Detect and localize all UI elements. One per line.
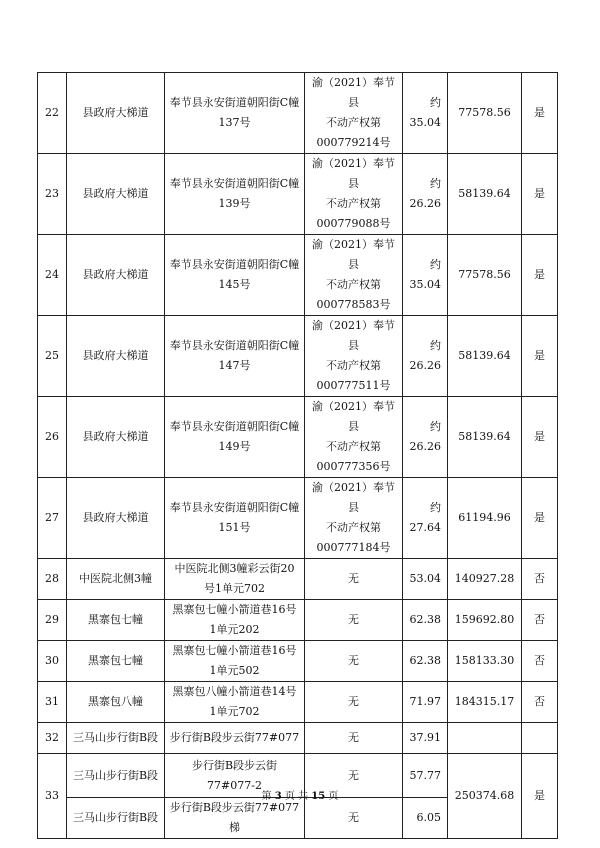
flag-cell: 否 — [522, 641, 558, 682]
property-table — [37, 72, 558, 839]
price-cell: 140927.28 — [448, 559, 522, 600]
area-cell: 62.38 — [403, 641, 448, 682]
price-cell: 58139.64 — [448, 316, 522, 397]
page-number: 3 — [274, 791, 282, 802]
row-number: 30 — [38, 641, 67, 682]
certificate-cell: 无 — [305, 682, 403, 723]
area-cell: 62.38 — [403, 600, 448, 641]
flag-cell: 否 — [522, 559, 558, 600]
price-cell: 77578.56 — [448, 73, 522, 154]
location-cell: 三马山步行街B段 — [67, 754, 165, 798]
certificate-cell: 渝（2021）奉节县 不动产权第 000779214号 — [305, 73, 403, 154]
price-cell — [448, 723, 522, 754]
row-number: 27 — [38, 478, 67, 559]
table-row — [38, 600, 558, 641]
address-cell: 奉节县永安街道朝阳街C幢 145号 — [165, 235, 305, 316]
table-row — [38, 559, 558, 600]
row-number: 32 — [38, 723, 67, 754]
row-number: 26 — [38, 397, 67, 478]
price-cell: 158133.30 — [448, 641, 522, 682]
area-cell: 约35.04 — [403, 235, 448, 316]
certificate-cell: 渝（2021）奉节县 不动产权第 000779088号 — [305, 154, 403, 235]
price-cell: 77578.56 — [448, 235, 522, 316]
row-number: 24 — [38, 235, 67, 316]
price-cell: 58139.64 — [448, 154, 522, 235]
row-number: 25 — [38, 316, 67, 397]
certificate-cell: 渝（2021）奉节县 不动产权第 000777356号 — [305, 397, 403, 478]
area-cell: 约27.64 — [403, 478, 448, 559]
price-cell: 61194.96 — [448, 478, 522, 559]
location-cell: 县政府大梯道 — [67, 154, 165, 235]
area-cell: 约35.04 — [403, 73, 448, 154]
table-row — [38, 682, 558, 723]
flag-cell: 是 — [522, 397, 558, 478]
address-cell: 步行街B段步云街77#077 梯 — [165, 798, 305, 839]
address-cell: 黑寨包七幢小箭道巷16号 1单元202 — [165, 600, 305, 641]
table-row — [38, 478, 558, 559]
area-cell: 6.05 — [403, 798, 448, 839]
address-cell: 奉节县永安街道朝阳街C幢 137号 — [165, 73, 305, 154]
certificate-cell: 渝（2021）奉节县 不动产权第 000777184号 — [305, 478, 403, 559]
address-cell: 奉节县永安街道朝阳街C幢 151号 — [165, 478, 305, 559]
address-cell: 中医院北侧3幢彩云街20 号1单元702 — [165, 559, 305, 600]
table-row — [38, 154, 558, 235]
price-cell: 184315.17 — [448, 682, 522, 723]
address-cell: 黑寨包七幢小箭道巷16号 1单元502 — [165, 641, 305, 682]
row-number: 28 — [38, 559, 67, 600]
location-cell: 中医院北侧3幢 — [67, 559, 165, 600]
address-cell: 奉节县永安街道朝阳街C幢 149号 — [165, 397, 305, 478]
table-row — [38, 641, 558, 682]
location-cell: 黑寨包七幢 — [67, 600, 165, 641]
flag-cell: 是 — [522, 235, 558, 316]
table-body — [38, 73, 558, 839]
certificate-cell: 无 — [305, 723, 403, 754]
location-cell: 三马山步行街B段 — [67, 723, 165, 754]
area-cell: 71.97 — [403, 682, 448, 723]
area-cell: 约26.26 — [403, 316, 448, 397]
footer-middle: 页 共 — [284, 791, 309, 802]
area-cell: 57.77 — [403, 754, 448, 798]
table-row — [38, 73, 558, 154]
certificate-cell: 无 — [305, 600, 403, 641]
flag-cell: 是 — [522, 154, 558, 235]
total-pages: 15 — [311, 791, 326, 802]
location-cell: 县政府大梯道 — [67, 478, 165, 559]
price-cell: 58139.64 — [448, 397, 522, 478]
table-row — [38, 723, 558, 754]
area-cell: 约26.26 — [403, 397, 448, 478]
table-row — [38, 316, 558, 397]
flag-cell: 是 — [522, 73, 558, 154]
area-cell: 约26.26 — [403, 154, 448, 235]
footer-suffix: 页 — [328, 791, 339, 802]
certificate-cell: 无 — [305, 798, 403, 839]
certificate-cell: 无 — [305, 559, 403, 600]
address-cell: 步行街B段步云街77#077 — [165, 723, 305, 754]
certificate-cell: 无 — [305, 641, 403, 682]
area-cell: 53.04 — [403, 559, 448, 600]
price-cell: 250374.68 — [448, 754, 522, 839]
flag-cell: 否 — [522, 682, 558, 723]
location-cell: 黑寨包七幢 — [67, 641, 165, 682]
flag-cell — [522, 723, 558, 754]
row-number: 22 — [38, 73, 67, 154]
location-cell: 县政府大梯道 — [67, 397, 165, 478]
certificate-cell: 渝（2021）奉节县 不动产权第 000777511号 — [305, 316, 403, 397]
address-cell: 奉节县永安街道朝阳街C幢 139号 — [165, 154, 305, 235]
address-cell: 奉节县永安街道朝阳街C幢 147号 — [165, 316, 305, 397]
certificate-cell: 无 — [305, 754, 403, 798]
area-cell: 37.91 — [403, 723, 448, 754]
certificate-cell: 渝（2021）奉节县 不动产权第 000778583号 — [305, 235, 403, 316]
row-number: 29 — [38, 600, 67, 641]
flag-cell: 是 — [522, 316, 558, 397]
page-footer — [0, 787, 600, 802]
flag-cell: 是 — [522, 754, 558, 839]
flag-cell: 是 — [522, 478, 558, 559]
address-cell: 步行街B段步云街 77#077-2 — [165, 754, 305, 798]
price-cell: 159692.80 — [448, 600, 522, 641]
location-cell: 县政府大梯道 — [67, 73, 165, 154]
location-cell: 县政府大梯道 — [67, 235, 165, 316]
address-cell: 黑寨包八幢小箭道巷14号 1单元702 — [165, 682, 305, 723]
location-cell: 黑寨包八幢 — [67, 682, 165, 723]
location-cell: 县政府大梯道 — [67, 316, 165, 397]
table-row — [38, 397, 558, 478]
row-number: 31 — [38, 682, 67, 723]
table-row — [38, 235, 558, 316]
flag-cell: 否 — [522, 600, 558, 641]
location-cell: 三马山步行街B段 — [67, 798, 165, 839]
row-number: 33 — [38, 754, 67, 839]
row-number: 23 — [38, 154, 67, 235]
footer-prefix: 第 — [261, 791, 272, 802]
